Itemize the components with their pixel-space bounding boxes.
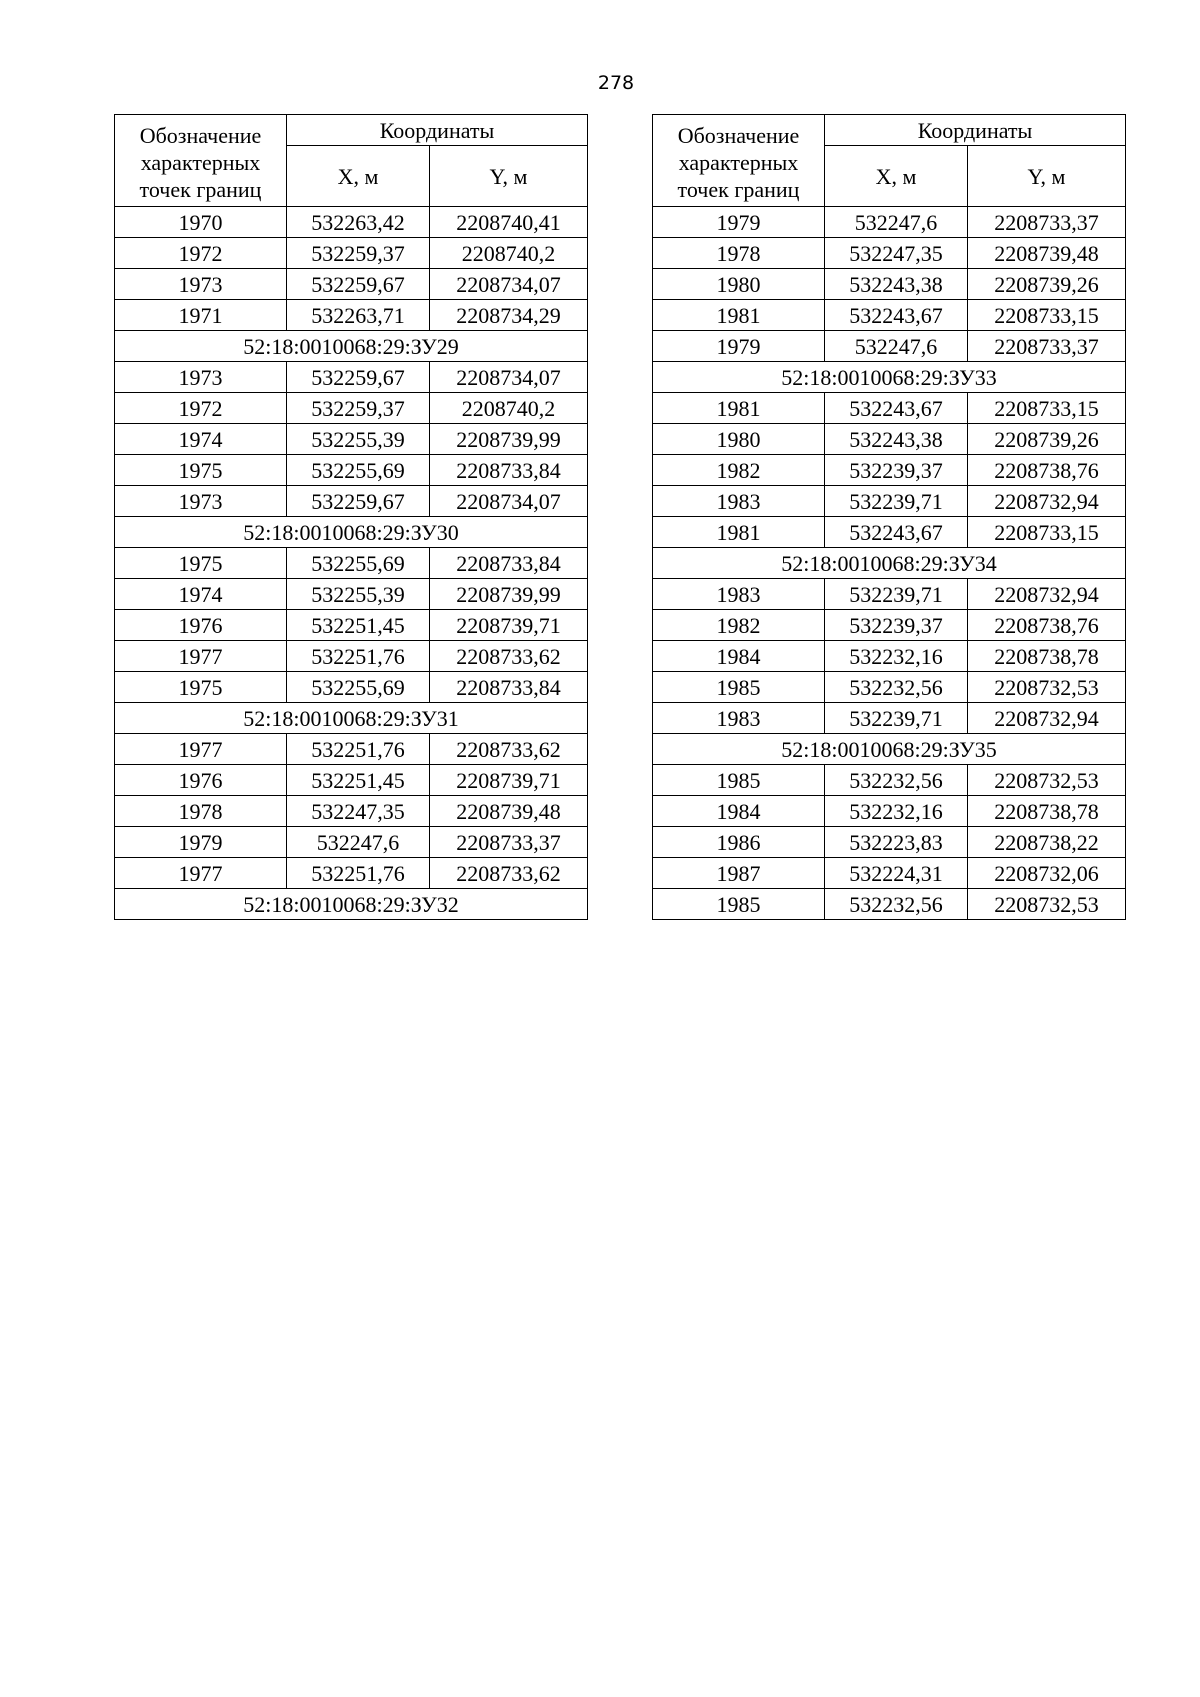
table-row (653, 703, 1126, 734)
y-coordinate-cell: 2208739,26 (968, 269, 1126, 300)
y-coordinate-cell: 2208733,37 (430, 827, 588, 858)
y-coordinate-cell: 2208738,76 (968, 610, 1126, 641)
point-id-cell: 1973 (115, 269, 287, 300)
y-coordinate-cell: 2208739,71 (430, 765, 588, 796)
y-coordinate-cell: 2208733,84 (430, 455, 588, 486)
y-coordinate-cell: 2208738,78 (968, 641, 1126, 672)
table-row (653, 424, 1126, 455)
point-id-cell: 1970 (115, 207, 287, 238)
table-row (653, 393, 1126, 424)
x-coordinate-cell: 532259,37 (287, 238, 430, 269)
table-row (115, 610, 588, 641)
x-coordinate-cell: 532247,6 (825, 207, 968, 238)
point-id-cell: 1975 (115, 548, 287, 579)
y-coordinate-cell: 2208733,62 (430, 641, 588, 672)
y-coordinate-cell: 2208734,07 (430, 486, 588, 517)
header-designation: Обозначение характерных точек границ (115, 115, 287, 207)
table-row (115, 362, 588, 393)
point-id-cell: 1976 (115, 765, 287, 796)
x-coordinate-cell: 532243,67 (825, 517, 968, 548)
y-coordinate-cell: 2208734,07 (430, 362, 588, 393)
coordinates-table-left (114, 114, 588, 920)
header-coordinates: Координаты (287, 115, 588, 146)
header-x: X, м (287, 146, 430, 207)
section-label: 52:18:0010068:29:ЗУ31 (115, 703, 588, 734)
point-id-cell: 1979 (115, 827, 287, 858)
y-coordinate-cell: 2208739,48 (430, 796, 588, 827)
x-coordinate-cell: 532232,16 (825, 796, 968, 827)
table-row (653, 858, 1126, 889)
x-coordinate-cell: 532255,39 (287, 579, 430, 610)
x-coordinate-cell: 532243,38 (825, 424, 968, 455)
x-coordinate-cell: 532251,76 (287, 858, 430, 889)
header-coordinates: Координаты (825, 115, 1126, 146)
y-coordinate-cell: 2208732,94 (968, 703, 1126, 734)
y-coordinate-cell: 2208733,15 (968, 517, 1126, 548)
point-id-cell: 1987 (653, 858, 825, 889)
table-row (115, 238, 588, 269)
x-coordinate-cell: 532243,38 (825, 269, 968, 300)
y-coordinate-cell: 2208739,71 (430, 610, 588, 641)
x-coordinate-cell: 532255,69 (287, 548, 430, 579)
table-row (653, 579, 1126, 610)
section-label: 52:18:0010068:29:ЗУ34 (653, 548, 1126, 579)
section-row (115, 889, 588, 920)
y-coordinate-cell: 2208739,26 (968, 424, 1126, 455)
x-coordinate-cell: 532232,16 (825, 641, 968, 672)
x-coordinate-cell: 532255,39 (287, 424, 430, 455)
header-designation: Обозначение характерных точек границ (653, 115, 825, 207)
x-coordinate-cell: 532232,56 (825, 889, 968, 920)
table-row (653, 300, 1126, 331)
x-coordinate-cell: 532263,42 (287, 207, 430, 238)
point-id-cell: 1981 (653, 517, 825, 548)
y-coordinate-cell: 2208732,94 (968, 486, 1126, 517)
table-row (653, 765, 1126, 796)
table-row (115, 672, 588, 703)
point-id-cell: 1979 (653, 207, 825, 238)
section-row (115, 517, 588, 548)
x-coordinate-cell: 532223,83 (825, 827, 968, 858)
section-row (115, 331, 588, 362)
y-coordinate-cell: 2208739,99 (430, 424, 588, 455)
section-row (653, 548, 1126, 579)
y-coordinate-cell: 2208733,84 (430, 672, 588, 703)
section-row (653, 734, 1126, 765)
y-coordinate-cell: 2208738,22 (968, 827, 1126, 858)
table-row (653, 889, 1126, 920)
point-id-cell: 1972 (115, 393, 287, 424)
y-coordinate-cell: 2208733,15 (968, 393, 1126, 424)
table-body-left (115, 207, 588, 920)
table-row (653, 796, 1126, 827)
table-row (653, 207, 1126, 238)
table-row (115, 300, 588, 331)
y-coordinate-cell: 2208732,06 (968, 858, 1126, 889)
x-coordinate-cell: 532239,71 (825, 486, 968, 517)
point-id-cell: 1977 (115, 734, 287, 765)
y-coordinate-cell: 2208740,2 (430, 238, 588, 269)
section-row (115, 703, 588, 734)
point-id-cell: 1979 (653, 331, 825, 362)
point-id-cell: 1975 (115, 455, 287, 486)
page-number: 278 (597, 72, 635, 94)
y-coordinate-cell: 2208739,99 (430, 579, 588, 610)
table-row (115, 548, 588, 579)
table-row (115, 486, 588, 517)
x-coordinate-cell: 532239,37 (825, 455, 968, 486)
point-id-cell: 1976 (115, 610, 287, 641)
table-row (653, 486, 1126, 517)
point-id-cell: 1977 (115, 858, 287, 889)
y-coordinate-cell: 2208733,37 (968, 331, 1126, 362)
table-row (115, 207, 588, 238)
point-id-cell: 1982 (653, 455, 825, 486)
point-id-cell: 1985 (653, 765, 825, 796)
x-coordinate-cell: 532232,56 (825, 765, 968, 796)
section-label: 52:18:0010068:29:ЗУ35 (653, 734, 1126, 765)
y-coordinate-cell: 2208732,53 (968, 889, 1126, 920)
point-id-cell: 1983 (653, 486, 825, 517)
point-id-cell: 1984 (653, 796, 825, 827)
x-coordinate-cell: 532259,67 (287, 269, 430, 300)
x-coordinate-cell: 532239,71 (825, 703, 968, 734)
y-coordinate-cell: 2208732,53 (968, 672, 1126, 703)
x-coordinate-cell: 532251,76 (287, 641, 430, 672)
table-row (653, 517, 1126, 548)
x-coordinate-cell: 532251,76 (287, 734, 430, 765)
point-id-cell: 1974 (115, 424, 287, 455)
y-coordinate-cell: 2208738,78 (968, 796, 1126, 827)
y-coordinate-cell: 2208733,62 (430, 858, 588, 889)
x-coordinate-cell: 532251,45 (287, 610, 430, 641)
x-coordinate-cell: 532251,45 (287, 765, 430, 796)
y-coordinate-cell: 2208734,29 (430, 300, 588, 331)
x-coordinate-cell: 532255,69 (287, 455, 430, 486)
table-row (115, 579, 588, 610)
x-coordinate-cell: 532255,69 (287, 672, 430, 703)
y-coordinate-cell: 2208733,37 (968, 207, 1126, 238)
x-coordinate-cell: 532247,6 (287, 827, 430, 858)
y-coordinate-cell: 2208732,94 (968, 579, 1126, 610)
table-row (653, 827, 1126, 858)
y-coordinate-cell: 2208734,07 (430, 269, 588, 300)
table-row (115, 393, 588, 424)
coordinates-table-right (652, 114, 1126, 920)
point-id-cell: 1978 (653, 238, 825, 269)
header-y: Y, м (430, 146, 588, 207)
table-row (653, 331, 1126, 362)
y-coordinate-cell: 2208740,41 (430, 207, 588, 238)
y-coordinate-cell: 2208733,15 (968, 300, 1126, 331)
table-row (115, 827, 588, 858)
x-coordinate-cell: 532247,35 (825, 238, 968, 269)
table-body-right (653, 207, 1126, 920)
y-coordinate-cell: 2208740,2 (430, 393, 588, 424)
x-coordinate-cell: 532247,35 (287, 796, 430, 827)
header-x: X, м (825, 146, 968, 207)
point-id-cell: 1974 (115, 579, 287, 610)
x-coordinate-cell: 532239,37 (825, 610, 968, 641)
x-coordinate-cell: 532243,67 (825, 300, 968, 331)
x-coordinate-cell: 532259,67 (287, 486, 430, 517)
section-label: 52:18:0010068:29:ЗУ30 (115, 517, 588, 548)
section-label: 52:18:0010068:29:ЗУ29 (115, 331, 588, 362)
header-y: Y, м (968, 146, 1126, 207)
point-id-cell: 1972 (115, 238, 287, 269)
section-label: 52:18:0010068:29:ЗУ32 (115, 889, 588, 920)
table-row (115, 455, 588, 486)
y-coordinate-cell: 2208733,84 (430, 548, 588, 579)
x-coordinate-cell: 532263,71 (287, 300, 430, 331)
point-id-cell: 1985 (653, 672, 825, 703)
table-row (653, 610, 1126, 641)
table-row (653, 269, 1126, 300)
table-row (115, 734, 588, 765)
x-coordinate-cell: 532259,37 (287, 393, 430, 424)
table-row (653, 455, 1126, 486)
point-id-cell: 1973 (115, 486, 287, 517)
point-id-cell: 1981 (653, 300, 825, 331)
y-coordinate-cell: 2208732,53 (968, 765, 1126, 796)
point-id-cell: 1986 (653, 827, 825, 858)
point-id-cell: 1971 (115, 300, 287, 331)
point-id-cell: 1977 (115, 641, 287, 672)
x-coordinate-cell: 532239,71 (825, 579, 968, 610)
y-coordinate-cell: 2208733,62 (430, 734, 588, 765)
point-id-cell: 1980 (653, 424, 825, 455)
point-id-cell: 1983 (653, 703, 825, 734)
section-row (653, 362, 1126, 393)
point-id-cell: 1975 (115, 672, 287, 703)
table-row (653, 672, 1126, 703)
point-id-cell: 1984 (653, 641, 825, 672)
x-coordinate-cell: 532259,67 (287, 362, 430, 393)
point-id-cell: 1985 (653, 889, 825, 920)
table-row (115, 796, 588, 827)
table-row (115, 641, 588, 672)
table-row (115, 858, 588, 889)
table-row (653, 238, 1126, 269)
x-coordinate-cell: 532232,56 (825, 672, 968, 703)
point-id-cell: 1983 (653, 579, 825, 610)
x-coordinate-cell: 532247,6 (825, 331, 968, 362)
point-id-cell: 1973 (115, 362, 287, 393)
point-id-cell: 1981 (653, 393, 825, 424)
table-row (115, 765, 588, 796)
x-coordinate-cell: 532243,67 (825, 393, 968, 424)
table-row (115, 269, 588, 300)
table-row (115, 424, 588, 455)
point-id-cell: 1982 (653, 610, 825, 641)
point-id-cell: 1978 (115, 796, 287, 827)
point-id-cell: 1980 (653, 269, 825, 300)
y-coordinate-cell: 2208738,76 (968, 455, 1126, 486)
table-row (653, 641, 1126, 672)
x-coordinate-cell: 532224,31 (825, 858, 968, 889)
section-label: 52:18:0010068:29:ЗУ33 (653, 362, 1126, 393)
y-coordinate-cell: 2208739,48 (968, 238, 1126, 269)
